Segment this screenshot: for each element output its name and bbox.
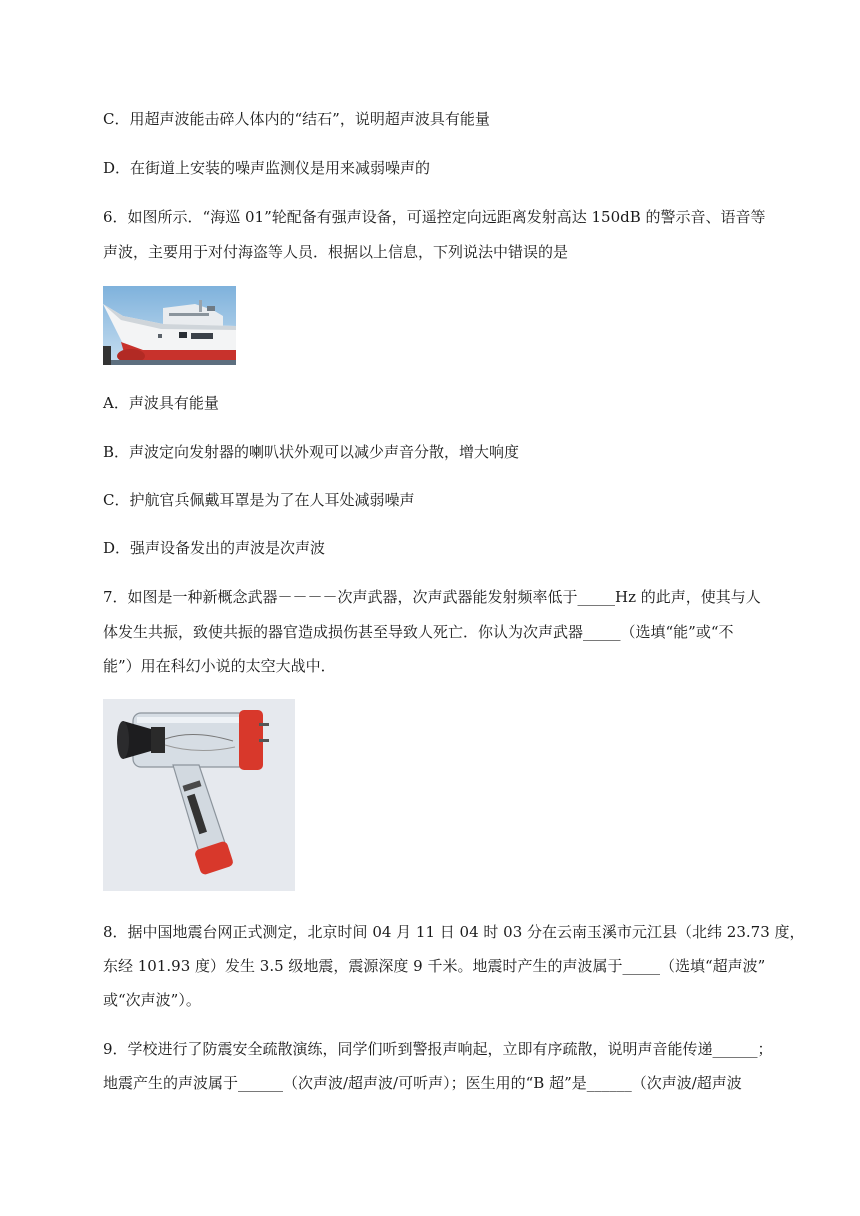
option-d-q5: D．在街道上安装的噪声监测仪是用来减弱噪声的 bbox=[103, 159, 431, 177]
option-a-q6: A．声波具有能量 bbox=[103, 394, 219, 412]
option-d-q6: D．强声设备发出的声波是次声波 bbox=[103, 539, 326, 557]
question-8-line-2: 东经 101.93 度）发生 3.5 级地震，震源深度 9 千米。地震时产生的声波属于_____（选填“超声波” bbox=[103, 957, 766, 975]
question-6-line-2: 声波，主要用于对付海盗等人员．根据以上信息，下列说法中错误的是 bbox=[103, 243, 569, 261]
question-7-line-1: 7．如图是一种新概念武器－－－－次声武器，次声武器能发射频率低于_____Hz 的此声，使其与人 bbox=[103, 588, 761, 606]
question-7-line-3: 能”）用在科幻小说的太空大战中． bbox=[103, 657, 336, 675]
question-9-line-2: 地震产生的声波属于______（次声波/超声波/可听声）；医生用的“B 超”是______（次声波/超声波 bbox=[103, 1074, 742, 1092]
option-b-q6: B．声波定向发射器的喇叭状外观可以减少声音分散，增大响度 bbox=[103, 443, 520, 461]
option-c-q5: C．用超声波能击碎人体内的“结石”，说明超声波具有能量 bbox=[103, 110, 490, 128]
option-c-q6: C．护航官兵佩戴耳罩是为了在人耳处减弱噪声 bbox=[103, 491, 415, 509]
infrasound-weapon-photo bbox=[103, 699, 295, 891]
question-6-line-1: 6．如图所示．“海巡 01”轮配备有强声设备，可遥控定向远距离发射高达 150dB 的警示音、语音等 bbox=[103, 208, 766, 226]
question-7-line-2: 体发生共振，致使共振的器官造成损伤甚至导致人死亡．你认为次声武器_____（选填“能”或“不 bbox=[103, 623, 734, 641]
question-9-line-1: 9．学校进行了防震安全疏散演练，同学们听到警报声响起，立即有序疏散，说明声音能传递______； bbox=[103, 1040, 773, 1058]
question-8-line-3: 或“次声波”）。 bbox=[103, 991, 201, 1009]
question-8-line-1: 8．据中国地震台网正式测定，北京时间 04 月 11 日 04 时 03 分在云南玉溪市元江县（北纬 23.73 度， bbox=[103, 923, 805, 941]
patrol-ship-photo bbox=[103, 286, 236, 365]
